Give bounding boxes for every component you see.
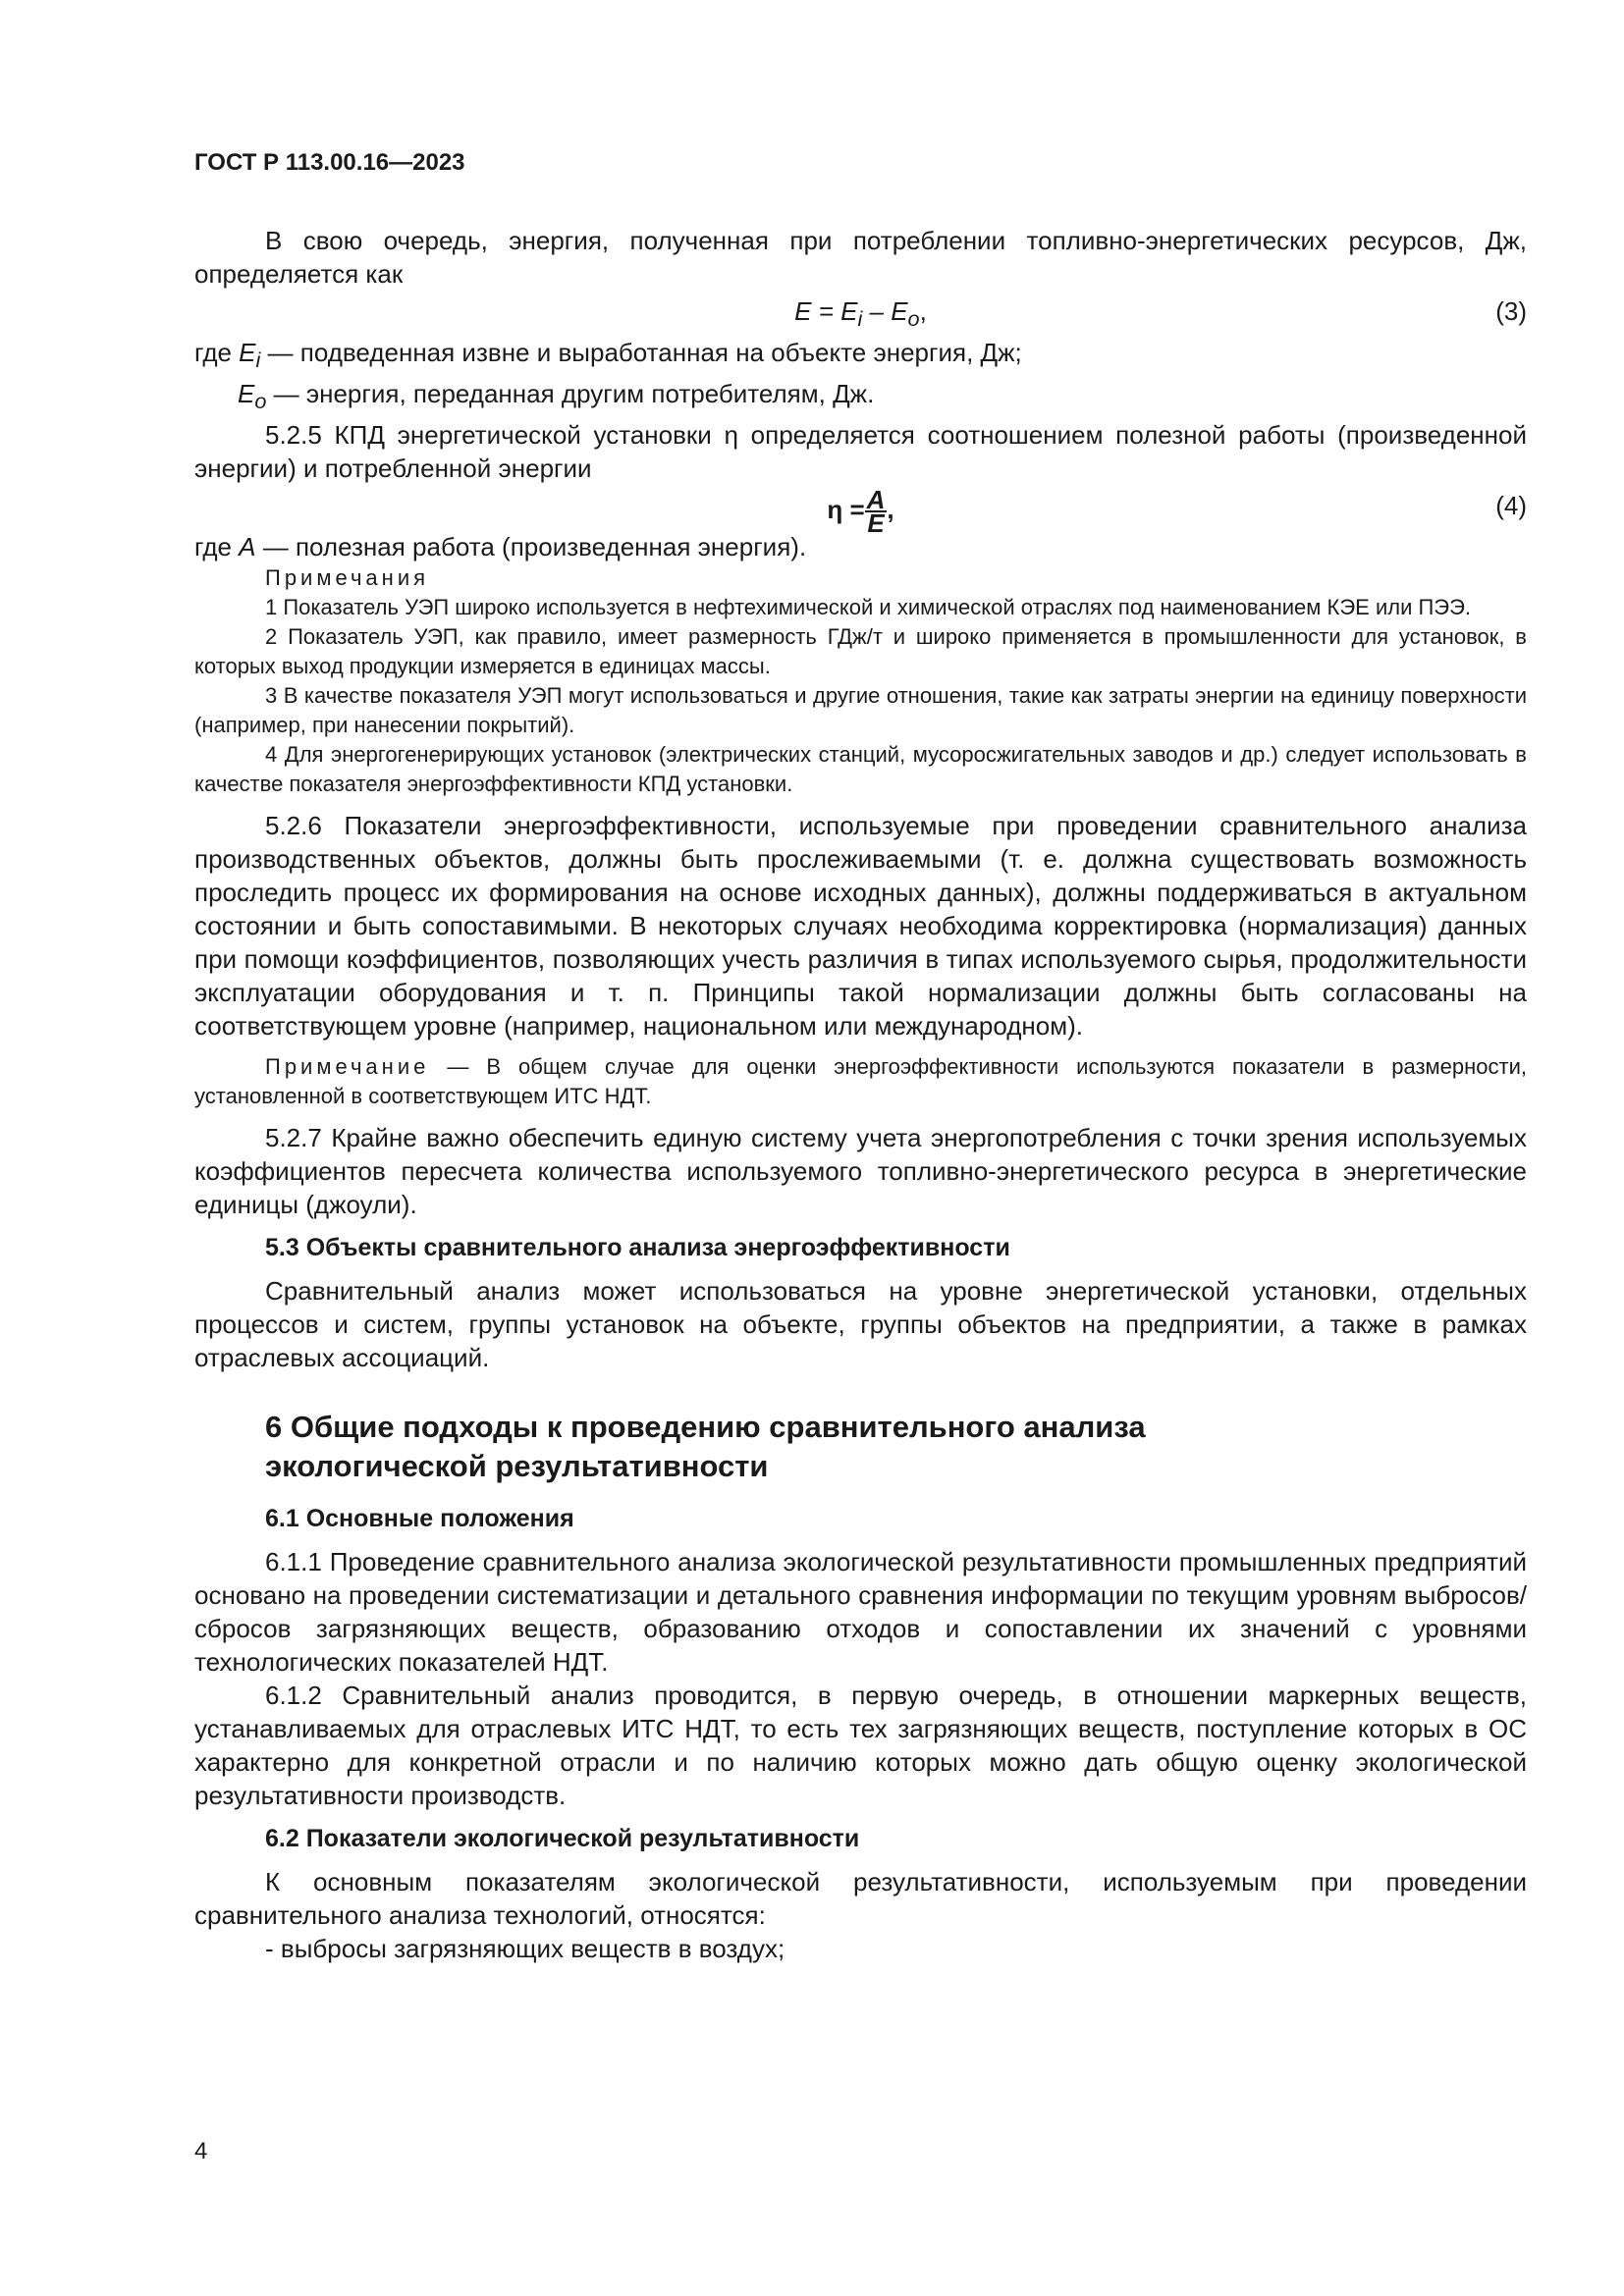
formula-3-lhs: E = E — [794, 296, 858, 326]
where-a — [194, 530, 1527, 563]
formula-3-minus: – E — [862, 296, 908, 326]
where-eo-var: E — [238, 379, 255, 409]
paragraph-5-3: Сравнительный анализ может использоваться на уровне энергетической установки, отдельных процессов и систем, группы установок на объекте, группы объектов на предприятии, а также в рамках отраслевых ассоциаций. — [194, 1276, 1527, 1373]
formula-3-number: (3) — [1495, 296, 1527, 326]
paragraph-6-1-1: 6.1.1 Проведение сравнительного анализа экологической результативности промышленных предприятий основано на проведении систематизации и детального сравнения информации по текущим уровням выбросов/сбросов загрязняющих веществ, образованию отходов и сопоставлении их значений с уровнями технологических показателей НДТ. — [194, 1547, 1527, 1678]
notes-title: Примечания — [265, 565, 430, 591]
formula-4 — [194, 485, 1527, 539]
paragraph-6-1-2: 6.1.2 Сравнительный анализ проводится, в первую очередь, в отношении маркерных веществ, устанавливаемых для отраслевых ИТС НДТ, то есть тех загрязняющих веществ, поступление которых в ОС характерно для конкретной отрасли и по наличию которых можно дать общую оценку экологической результативности производств. — [194, 1681, 1527, 1811]
formula-4-fraction — [865, 485, 888, 539]
spacer — [194, 1111, 1527, 1121]
list-item: - выбросы загрязняющих веществ в воздух; — [265, 1934, 785, 1964]
note-5-2-6 — [194, 1052, 1527, 1111]
heading-6-line-1: 6 Общие подходы к проведению сравнительного анализа — [265, 1410, 1146, 1445]
where-eo-sub: o — [254, 389, 267, 414]
where-ei-pre: где — [194, 338, 240, 367]
spacer — [194, 1374, 1527, 1408]
note-2: 2 Показатель УЭП, как правило, имеет размерность ГДж/т и широко применяется в промышленности для установок, в которых выход продукции измеряется в единицах массы. — [194, 624, 1527, 679]
where-ei-text: — подведенная извне и выработанная на объекте энергия, Дж; — [260, 338, 1022, 367]
page-number: 4 — [194, 2138, 208, 2164]
formula-4-number: (4) — [1495, 491, 1527, 521]
formula-4-tail: , — [887, 495, 894, 525]
formula-4-numerator: A — [866, 485, 886, 515]
spacer — [194, 1855, 1527, 1865]
paragraph-5-2-7: 5.2.7 Крайне важно обеспечить единую систему учета энергопотребления с точки зрения используемых коэффициентов пересчета количества используемого топливно-энергетического ресурса в энергетические единицы (джоули). — [194, 1123, 1527, 1220]
where-a-var: A — [239, 532, 256, 562]
where-a-pre: где — [194, 532, 240, 562]
where-ei — [194, 336, 1527, 377]
note-1: 1 Показатель УЭП широко используется в нефтехимической и химической отраслях под наименованием КЭЕ или ПЭЭ. — [265, 595, 1472, 620]
spacer — [194, 1042, 1527, 1052]
formula-3-sub-i: i — [857, 306, 863, 332]
note-3: 3 В качестве показателя УЭП могут использоваться и другие отношения, такие как затраты энергии на единицу поверхности (например, при нанесении покрытий). — [194, 683, 1527, 738]
formula-4-lhs: η = — [827, 495, 865, 525]
spacer — [194, 1221, 1527, 1231]
formula-3-expression — [194, 294, 1527, 336]
spacer — [194, 1535, 1527, 1545]
note-5-2-6-text: — В общем случае для оценки энергоэффективности используются показатели в размерности, установленной в соответствующем ИТС НДТ. — [194, 1054, 1527, 1109]
spacer — [194, 1486, 1527, 1502]
paragraph-6-2: К основным показателям экологической результативности, используемым при проведении сравнительного анализа технологий, относятся: — [194, 1867, 1527, 1931]
paragraph-5-2-5: 5.2.5 КПД энергетической установки η определяется соотношением полезной работы (произведенной энергии) и потребленной энергии — [194, 420, 1527, 484]
paragraph-energy-intro: В свою очередь, энергия, полученная при потреблении топливно-энергетических ресурсов, Дж, определяется как — [194, 226, 1527, 289]
document-header: ГОСТ Р 113.00.16—2023 — [194, 149, 465, 176]
formula-4-expression — [194, 485, 1527, 539]
where-a-text: — полезная работа (произведенная энергия). — [255, 532, 807, 562]
formula-3 — [194, 291, 1527, 336]
spacer — [194, 1264, 1527, 1274]
paragraph-5-2-6: 5.2.6 Показатели энергоэффективности, используемые при проведении сравнительного анализа производственных объектов, должны быть прослеживаемыми (т. е. должна существовать возможность проследить процесс их формирования на основе исходных данных), должны поддерживаться в актуальном состоянии и быть сопоставимыми. В некоторых случаях необходима корректировка (нормализация) данных при помощи коэффициентов, позволяющих учесть различия в типах используемого сырья, продолжительности эксплуатации оборудования и т. п. Принципы такой нормализации должны быть согласованы на соответствующем уровне (например, национальном или международном). — [194, 811, 1527, 1041]
where-ei-var: E — [239, 338, 256, 367]
where-ei-sub: i — [255, 347, 261, 373]
heading-6-1: 6.1 Основные положения — [265, 1505, 574, 1533]
formula-3-sub-o: o — [907, 306, 920, 332]
where-eo — [194, 377, 1527, 418]
note-5-2-6-label: Примечание — [265, 1054, 430, 1080]
formula-4-denominator: E — [867, 508, 885, 539]
formula-3-tail: , — [919, 296, 927, 326]
spacer — [194, 1812, 1527, 1822]
page-content — [194, 224, 1527, 1965]
heading-5-3: 5.3 Объекты сравнительного анализа энергоэффективности — [265, 1234, 1010, 1262]
heading-6-line-2: экологической результативности — [265, 1449, 769, 1484]
heading-6-2: 6.2 Показатели экологической результативности — [265, 1825, 860, 1853]
where-eo-text: — энергия, переданная другим потребителям, Дж. — [266, 379, 875, 409]
spacer — [194, 799, 1527, 809]
note-4: 4 Для энергогенерирующих установок (электрических станций, мусоросжигательных заводов и др.) следует использовать в качестве показателя энергоэффективности КПД установки. — [194, 742, 1527, 797]
